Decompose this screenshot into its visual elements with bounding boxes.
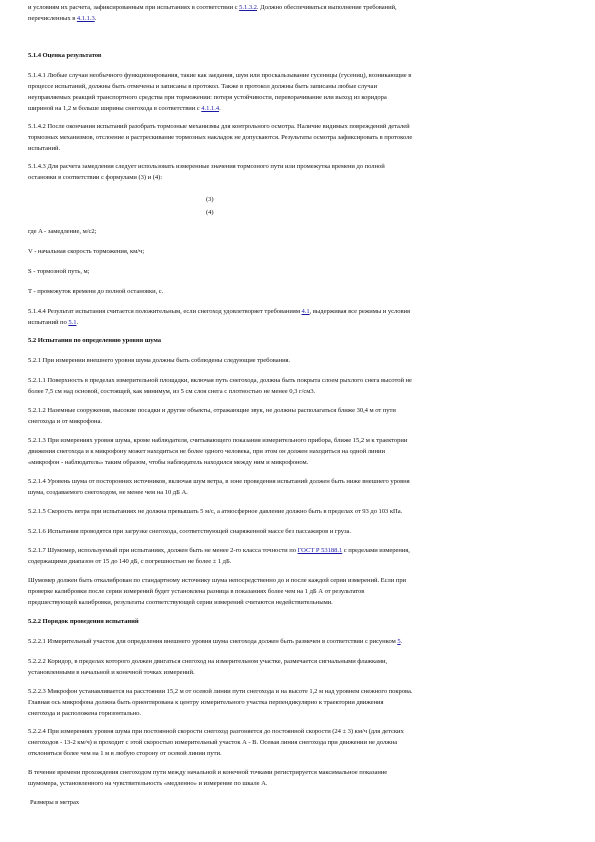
definition-t: T - промежуток времени до полной остановки, с. xyxy=(28,288,164,295)
paragraph-5-2-1-2: 5.2.1.2 Наземные сооружения, высокие посадки и другие объекты, отражающие звук, не должны располагаться ближе 30,4 м от пути снегохода и от микрофона. xyxy=(28,407,396,425)
paragraph-5-2-2-1: 5.2.2.1 Измерительный участок для определения внешнего уровня шума снегохода должен быть размечен в соответствии с рисунком 5. xyxy=(28,638,403,645)
paragraph-5-2-1-5: 5.2.1.5 Скорость ветра при испытаниях не должна превышать 5 м/с, а атмосферное давление должно быть в пределах от 93 до 103 кПа. xyxy=(28,508,403,515)
formula-3-number: (3) xyxy=(206,196,214,203)
link-5-1-3-2[interactable]: 5.1.3.2 xyxy=(239,4,257,11)
link-4-1-1-4[interactable]: 4.1.1.4 xyxy=(201,105,220,112)
paragraph-5-2-1-6: 5.2.1.6 Испытания проводятся при загрузке снегохода, соответствующей снаряженной массе без пассажиров и груза. xyxy=(28,528,351,535)
paragraph-5-1-4-2: 5.1.4.2 После окончания испытаний разобрать тормозные механизмы для контрольного осмотра. Наличие видимых повреждений деталей тормозных механизмов, отслоение и растрескивание тормозных накладок не допускаются. Результаты осмотра зафиксировать в протоколе испытаний. xyxy=(28,123,413,152)
paragraph-5-2-2-4: 5.2.2.4 При измерениях уровня шума при постоянной скорости снегоход разгоняется до постоянной скорости (24 ± 3) км/ч (для детских снегоходов - 13-2 км/ч) и проходит с этой скоростью измерительный участок А - В. Осевая линия снегохода при движении не должна отклоняться более чем на 1 м в любую сторону от осевой линии пути. xyxy=(28,728,404,757)
paragraph-calibration: Шумомер должен быть откалиброван по стандартному источнику шума непосредственно до и после каждой серии измерений. Если при проверке калибровки после серии измерений будет установлена разница в показаниях более чем на 1 дБ А от результатов предшествующей калибровки, результаты соответствующей серии измерений считаются недействительными. xyxy=(28,577,407,606)
paragraph-5-2-1-7: 5.2.1.7 Шумомер, используемый при испытаниях, должен быть не менее 2-го класса точности по ГОСТ Р 53188.1 с пределами измерения, содержащими диапазон от 15 до 140 дБ, с погрешностью не более ± 1 дБ. xyxy=(28,547,410,565)
link-4-1-1-3[interactable]: 4.1.1.3 xyxy=(76,15,95,22)
heading-5-2-2: 5.2.2 Порядок проведения испытаний xyxy=(28,618,139,625)
heading-5-1-4: 5.1.4 Оценка результатов xyxy=(28,52,102,59)
link-figure-5[interactable]: 5 xyxy=(397,638,401,645)
heading-5-2: 5.2 Испытания по определению уровня шума xyxy=(28,337,162,344)
link-gost-r-53188-1[interactable]: ГОСТ Р 53188.1 xyxy=(297,547,343,554)
formula-4-number: (4) xyxy=(206,209,214,216)
paragraph-5-2-1-3: 5.2.1.3 При измерениях уровня шума, кроме наблюдателя, считывающего показания измерительного прибора, ближе 15,2 м к траектории движения снегохода и к микрофону может находиться не более одного человека, при этом он должен находиться на одной линии «микрофон - наблюдатель» таким образом, чтобы наблюдатель находился между ним и микрофоном. xyxy=(28,437,408,466)
link-4-1[interactable]: 4.1 xyxy=(301,308,310,315)
paragraph-5-2-1-1: 5.2.1.1 Поверхность в пределах измерительной площадки, включая путь снегохода, должна быть покрыта слоем рыхлого снега высотой не более 7,5 см над основой, состоящей, как минимум, из 5 см слоя снега с плотностью не менее 0,3 г/см3. xyxy=(28,377,412,395)
definition-a: где A - замедление, м/с2; xyxy=(28,228,97,235)
paragraph-recording: В течение времени прохождения снегоходом пути между начальной и конечной точками регистрируется максимальное показание шумомера, установленного на чувствительность «медленно» и измерение по шкале А. xyxy=(28,769,388,787)
paragraph-5-2-1-4: 5.2.1.4 Уровень шума от посторонних источников, включая шум ветра, в зоне проведения испытаний должен быть ниже внешнего уровня шума, создаваемого снегоходом, не менее чем на 10 дБ А. xyxy=(28,478,410,496)
definition-s: S - тормозной путь, м; xyxy=(28,268,90,275)
paragraph-5-2-2-3: 5.2.2.3 Микрофон устанавливается на расстоянии 15,2 м от осевой линии пути снегохода и на высоте 1,2 м над уровнем снежного покрова. Главная ось микрофона должна быть ориентирована к центру измерительного участка перпендикулярно к траектории движения снегохода и расположена горизонтально. xyxy=(28,688,413,717)
paragraph-5-2-2-2: 5.2.2.2 Коридор, в пределах которого должен двигаться снегоход на измерительном участке, размечается сигнальными флажками, установленными в начальной и конечной точках измерений. xyxy=(28,658,388,676)
paragraph-5-2-1: 5.2.1 При измерении внешнего уровня шума должны быть соблюдены следующие требования. xyxy=(28,357,291,364)
definition-v: V - начальная скорость торможения, км/ч; xyxy=(28,248,145,255)
paragraph-5-1-4-3: 5.1.4.3 Для расчета замедления следует использовать измеренные значения тормозного пути или промежутка времени до полной остановки в соответствии с формулами (3) и (4): xyxy=(28,163,385,181)
paragraph-5-1-4-1: 5.1.4.1 Любые случаи необычного функционирования, такие как заедания, шум или проскальзывание гусеницы (гусениц), возникающие в процессе испытаний, должны быть отмечены и записаны в протокол. Также в протокол должны быть записаны любые случаи неуправляемых реакций транспортного средства при торможении: потеря устойчивости, переворачивание или выход из коридора шириной на 1,2 м больше ширины снегохода в соответствии с 4.1.1.4. xyxy=(28,72,412,112)
paragraph-continuation: и условиям их расчета, зафиксированным при испытаниях в соответствии с 5.1.3.2. Должно обеспечиваться выполнение требований, перечисленных в 4.1.1.3. xyxy=(28,4,397,22)
link-5-1[interactable]: 5.1 xyxy=(68,319,77,326)
paragraph-5-1-4-4: 5.1.4.4 Результат испытания считается положительным, если снегоход удовлетворяет требованиям 4.1, выдерживая все режимы и условия испытаний по 5.1. xyxy=(28,308,411,326)
dimensions-note: Размеры в метрах xyxy=(30,799,80,806)
